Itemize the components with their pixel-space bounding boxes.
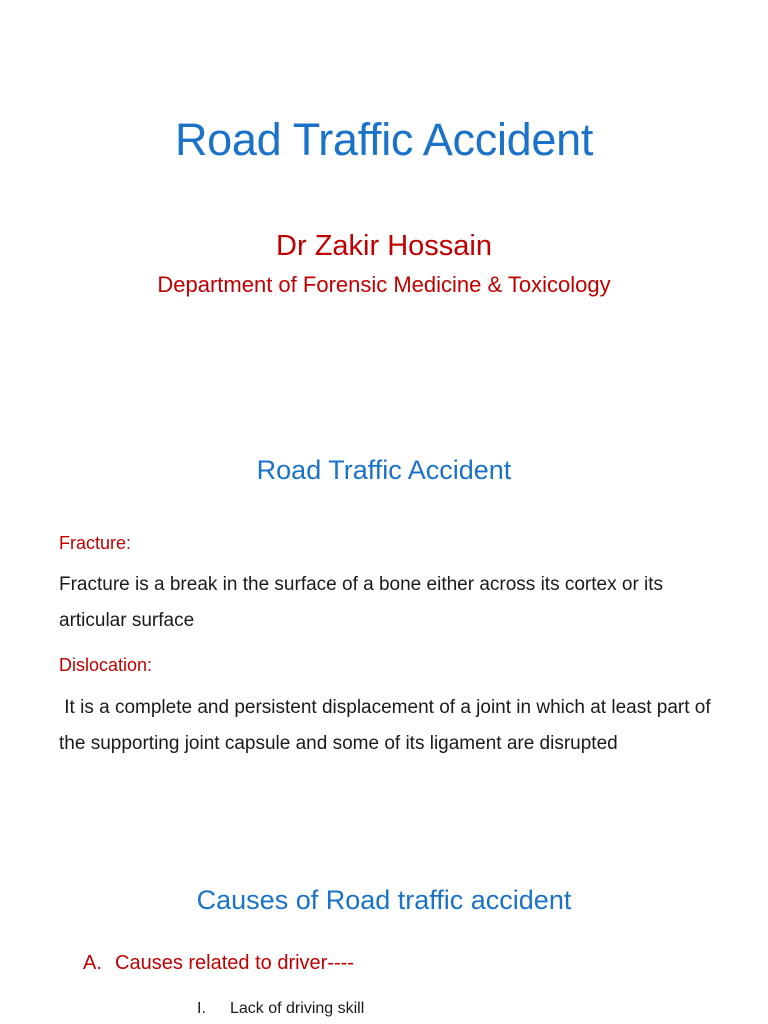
causes-sub-heading	[83, 950, 354, 976]
dislocation-term: Dislocation:	[59, 655, 153, 675]
causes-title: Causes of Road traffic accident	[196, 885, 572, 915]
list-item	[197, 998, 364, 1020]
fracture-term: Fracture:	[59, 533, 132, 553]
department-name: Department of Forensic Medicine & Toxicology	[157, 272, 611, 297]
sub-heading-text: Causes related to driver----	[115, 952, 354, 974]
sub-heading-marker: A.	[83, 952, 102, 974]
author-name: Dr Zakir Hossain	[276, 230, 492, 262]
list-item-text: Lack of driving skill	[230, 1000, 365, 1017]
dislocation-definition: It is a complete and persistent displacement of a joint in which at least part of the supporting joint capsule and some of its ligament are disrupted	[59, 697, 716, 754]
fracture-definition: Fracture is a break in the surface of a bone either across its cortex or its articular surface	[59, 574, 669, 631]
list-item-marker: I.	[197, 1000, 206, 1017]
page-title: Road Traffic Accident	[174, 114, 594, 165]
section-title: Road Traffic Accident	[256, 455, 512, 485]
